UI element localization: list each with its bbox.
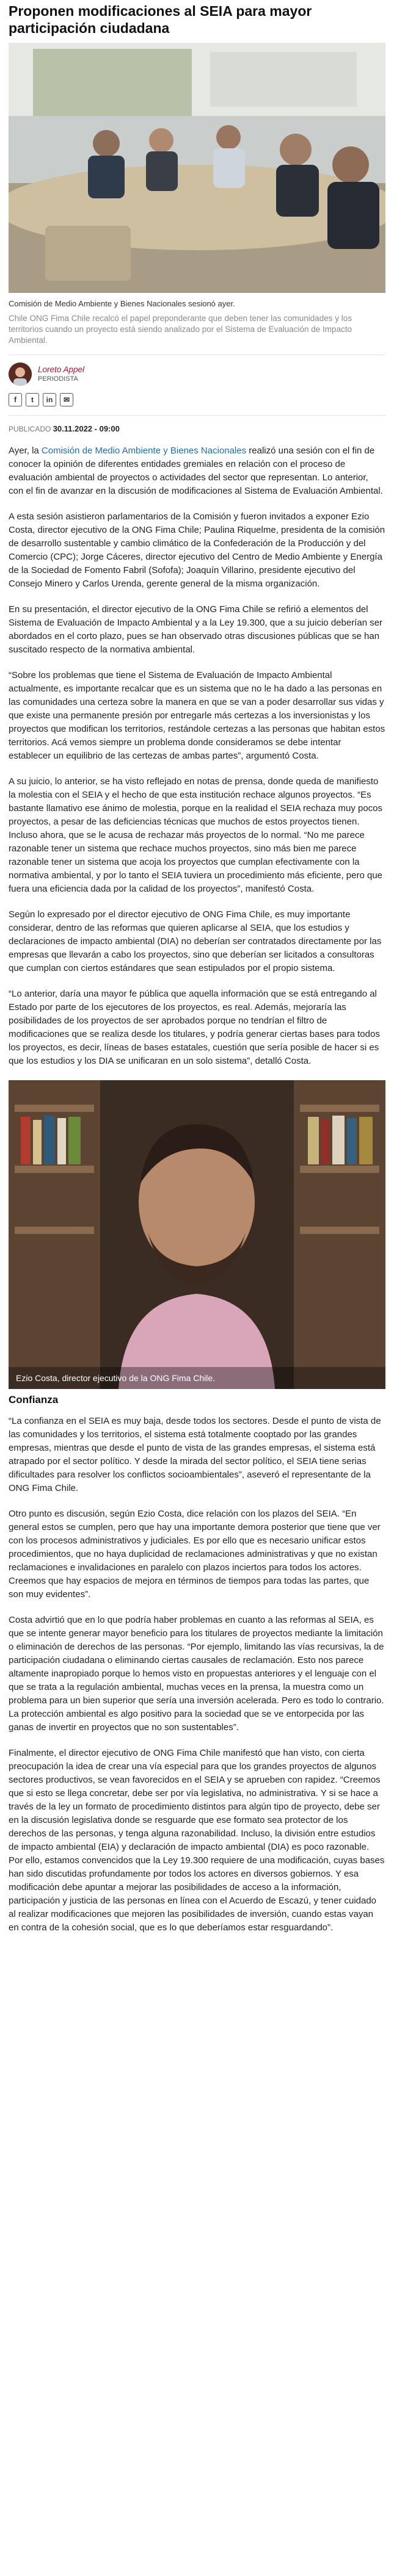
- paragraph: Finalmente, el director ejecutivo de ONG Fima Chile manifestó que han visto, con cierta preocupación la idea de crear una vía especial para que los grandes proyectos de algunos sectores productivos, se vean favorecidos en el SEIA y se aprueben con rapidez. “Creemos que si esto se llega concretar, debe ser por vía legislativa, no administrativa. Y si se hace a través de la ley un formato de procedimiento distintos para algún tipo de proyecto, debe ser en la discusión legislativa donde se resguarde que ese formato sea protector de los derechos de las personas, y tenga alguna razonabilidad. Incluso, la división entre estudios de impacto ambiental (EIA) y declaración de impacto ambiental (DIA) es poco razonable. Por ello, estamos convencidos que la Ley 19.300 requiere de una modificación, cuyas bases han sido discutidas profundamente por todos los actores en diversos gobiernos. Y esa modificación debe apuntar a mejorar las posibilidades de acceso a la información, participación y justicia de las personas en línea con el Acuerdo de Escazú, y tener cuidado al realizar modificaciones que mejoren las posibilidades de inversión, cuando estas vayan en contra de la cohesión social, que es lo que deberíamos estar resguardando”.: [9, 1748, 385, 1933]
- commission-link[interactable]: Comisión de Medio Ambiente y Bienes Nacionales: [41, 446, 247, 456]
- article-summary: Chile ONG Fima Chile recalcó el papel preponderante que deben tener las comunidades y los territorios cuando un proyecto está siendo analizado por el Sistema de Evaluación de Impacto Ambiental.: [9, 313, 385, 355]
- section-subhead: Confianza: [9, 1394, 59, 1405]
- author-avatar-icon: [9, 363, 32, 386]
- paragraph: En su presentación, el director ejecutivo de la ONG Fima Chile se refirió a elementos del Sistema de Evaluación de Impacto Ambiental y a la Ley 19.300, que a su juicio deberían ser abordados en el corto plazo, pues se han observado otras discusiones públicas que se han suscitado respecto de la normativa ambiental.: [9, 604, 383, 655]
- paragraph: “Lo anterior, daría una mayor fe pública que aquella información que se está entregando al Estado por parte de los ejecutores de los proyectos, es real. Además, mejoraría las posibilidades de los proyectos de ser aprobados porque no tendrían el filtro de modificaciones que se realiza desde los titulares, y podría generar ciertas bases para todos los proyectos, es decir, líneas de bases estatales, cuestión que sería posible de hacer si es que los estudios y los DIA se unificaran en un solo sistema”, detalló Costa.: [9, 989, 380, 1066]
- publish-date: [9, 416, 385, 444]
- twitter-share-button[interactable]: t: [26, 393, 39, 406]
- author-avatar: [9, 363, 32, 386]
- article-headline: Proponen modificaciones al SEIA para mayor participación ciudadana: [9, 3, 312, 36]
- paragraph: Otro punto es discusión, según Ezio Costa, dice relación con los plazos del SEIA. “En general estos se cumplen, pero que hay una importante demora posterior que tiene que ver con los procesos administrativos y judiciales. Es por ello que es necesario unificar estos procedimientos, que no haya duplicidad de reclamaciones administrativas y que no existan reclamaciones e invalidaciones en paralelo con plazos inciertos para todos los actores. Creemos que hay espacios de mejora en términos de tiempos para todas las partes, que son muy evidentes”.: [9, 1509, 381, 1600]
- publish-datetime: 30.11.2022 - 09:00: [53, 424, 120, 433]
- inline-image-caption: Ezio Costa, director ejecutivo de la ONG Fima Chile.: [9, 1367, 385, 1389]
- paragraph: A su juicio, lo anterior, se ha visto reflejado en notas de prensa, donde queda de manifiesto la molestia con el SEIA y el hecho de que esta institución rechace algunos proyectos. “Es bastante llamativo ese ánimo de molestia, porque en la realidad el SEIA rechaza muy pocos proyectos, a pesar de las deficiencias técnicas que muchos de estos proyectos tienen. Incluso ahora, que se le acusa de rechazar más proyectos de lo normal. “No me parece razonable tener un sistema que rechace muchos proyectos, sino más bien me parece razonable tener un sistema que acoja los proyectos que cumplan efectivamente con la normativa ambiental, y por lo tanto el SEIA tuviera un procedimiento más eficiente, pero que fuera una eficiencia dada por la calidad de los proyectos”, manifestó Costa.: [9, 776, 383, 894]
- email-share-button[interactable]: ✉: [60, 393, 73, 406]
- hero-photo-meeting: [9, 43, 385, 293]
- paragraph-text: Ayer, la: [9, 446, 42, 456]
- author-block: [9, 355, 385, 391]
- paragraph: Según lo expresado por el director ejecutivo de ONG Fima Chile, es muy importante considerar, dentro de las reformas que quieren aplicarse al SEIA, que los estudios y declaraciones de impacto ambiental (DIA) no deberían ser contratados directamente por las empresas que llevarán a cabo los proyectos, sino que deberían ser licitados a consultoras que cumplan con ciertos estándares que sean estipulados por el propio sistema.: [9, 909, 382, 973]
- publish-label: PUBLICADO: [9, 425, 51, 433]
- paragraph: A esta sesión asistieron parlamentarios de la Comisión y fueron invitados a exponer Ezio Costa, director ejecutivo de la ONG Fima Chile; Paulina Riquelme, presidenta de la comisión de desarrollo sustentable y cambio climático de la Confederación de la Producción y del Comercio (CPC); Jorge Cáceres, director ejecutivo del Centro de Medio Ambiente y Energía de la Sociedad de Fomento Fabril (Sofofa); Joaquín Villarino, presidente ejecutivo del Consejo Minero y Carlos Urenda, gerente general de la misma organización.: [9, 511, 385, 589]
- paragraph: “Sobre los problemas que tiene el Sistema de Evaluación de Impacto Ambiental actualmente, es importante recalcar que es un sistema que no le ha dado a las personas en las comunidades una certeza sobre la manera en que se van a poder desarrollar sus vidas y que existe una permanente presión por entregarle más certezas a los inversionistas y los proyectos que modifican los territorios, restándole certezas a las personas que habitan estos territorios. Acá vemos siempre un problema donde consideramos se debe intentar establecer un equilibrio de las certezas de ambas partes”, argumentó Costa.: [9, 670, 385, 761]
- inline-image: [9, 1080, 385, 1389]
- hero-caption: Comisión de Medio Ambiente y Bienes Nacionales sesionó ayer.: [9, 299, 235, 308]
- paragraph: Costa advirtió que en lo que podría haber problemas en cuanto a las reformas al SEIA, es que se intente generar mayor beneficio para los titulares de proyectos mediante la limitación o eliminación de derechos de las personas. “Por ejemplo, limitando las vías recursivas, la de participación ciudadana o eliminando ciertas causales de reclamación. Esto nos parece altamente inapropiado porque lo hemos visto en propuestas anteriores y el lenguaje con el que se trata a la regulación ambiental, muchas veces en la prensa, la muestra como un problema para un bien superior que sería una inversión acelerada. Pero es todo lo contrario. La protección ambiental es algo positivo para la sociedad que se ve entorpecida por las ganas de invertir en proyectos que no son sustentables”.: [9, 1615, 384, 1733]
- facebook-share-button[interactable]: f: [9, 393, 22, 406]
- inline-photo-portrait: [9, 1080, 385, 1389]
- author-name[interactable]: Loreto Appel: [38, 365, 85, 374]
- paragraph-text: realizó una sesión con el fin de conocer la opinión de diferentes entidades gremiales en relación con el proceso de evaluación ambiental de proyectos o actividades del sector que representan. Lo anterior, con el fin de avanzar en la discusión de modificaciones al Sistema de Evaluación Ambiental.: [9, 446, 383, 496]
- paragraph: “La confianza en el SEIA es muy baja, desde todos los sectores. Desde el punto de vista de las comunidades y los territorios, el sistema está totalmente cooptado por las grandes empresas, mientras que desde el punto de vista de las grandes empresas, el sistema está atrapado por el sector político. Y desde la mirada del sector político, el SEIA tiene serias dificultades para resolver los conflictos socioambientales”, aseveró el representante de la ONG Fima Chile.: [9, 1416, 381, 1493]
- share-bar: [9, 391, 385, 416]
- article-body: [9, 444, 385, 1935]
- paragraph: [9, 444, 385, 498]
- linkedin-share-button[interactable]: in: [43, 393, 56, 406]
- author-role: PERIODISTA: [38, 375, 78, 383]
- hero-image: [9, 43, 385, 293]
